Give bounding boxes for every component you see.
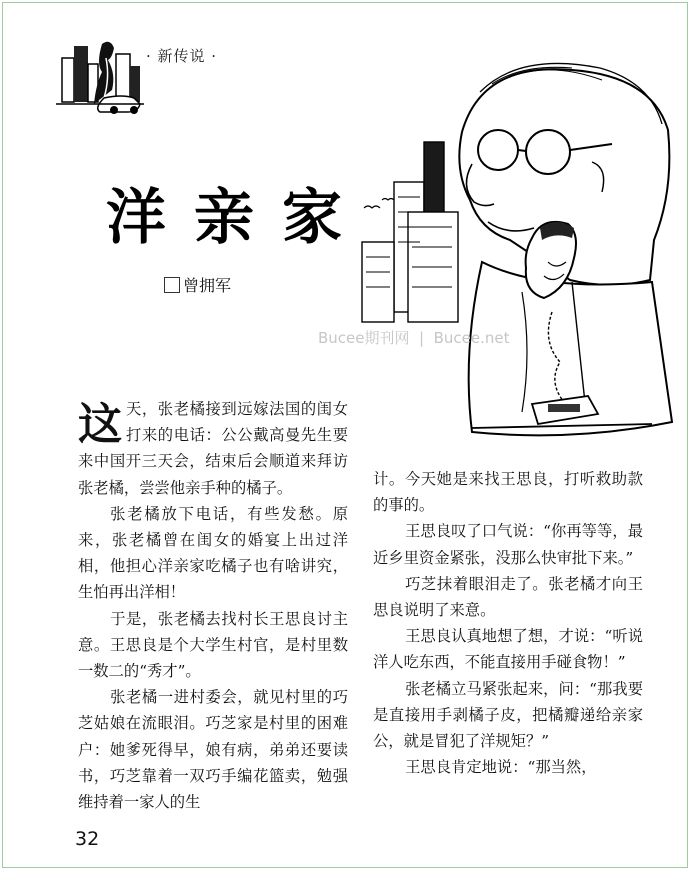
right-column [373,466,643,780]
dropcap: 这 [78,399,122,450]
paragraph: 张老橘放下电话，有些发愁。原来，张老橘曾在闺女的婚宴上出过洋相，他担心洋亲家吃橘子也有啥讲究，生怕再出洋相！ [78,504,348,602]
author-name: 曾拥军 [183,276,232,295]
paragraph: 计。今天她是来找王思良，打听救助款的事的。 [373,470,643,515]
byline-box-icon [164,277,180,293]
page-number: 32 [75,828,100,850]
article-title: 洋亲家 [106,183,370,253]
column-logo-illustration [52,36,148,116]
byline [164,273,231,296]
paragraph: 这天，张老橘接到远嫁法国的闺女打来的电话：公公戴高曼先生要来中国开三天会，结束后会顺道来拜访张老橘，尝尝他亲手种的橘子。 [78,399,348,497]
paragraph: 巧芝抹着眼泪走了。张老橘才向王思良说明了来意。 [373,574,643,620]
paragraph: 于是，张老橘去找村长王思良讨主意。王思良是个大学生村官，是村里数一数二的“秀才”。 [78,609,348,681]
main-illustration [352,32,688,452]
left-column [78,396,348,815]
paragraph: 王思良叹了口气说：“你再等等，最近乡里资金紧张，没那么快审批下来。” [373,522,643,567]
paragraph: 王思良肯定地说：“那当然， [405,758,597,777]
column-tag: · 新传说 · [146,47,218,65]
paragraph: 张老橘立马紧张起来，问：“那我要是直接用手剥橘子皮，把橘瓣递给亲家公，就是冒犯了洋规矩？” [373,679,643,751]
paragraph: 王思良认真地想了想，才说：“听说洋人吃东西，不能直接用手碰食物！” [373,627,643,672]
paragraph: 张老橘一进村委会，就见村里的巧芝姑娘在流眼泪。巧芝家是村里的困难户：她爹死得早，娘有病，弟弟还要读书，巧芝靠着一双巧手编花篮卖，勉强维持着一家人的生 [78,688,348,812]
watermark: Bucee期刊网 | Bucee.net [318,329,510,347]
